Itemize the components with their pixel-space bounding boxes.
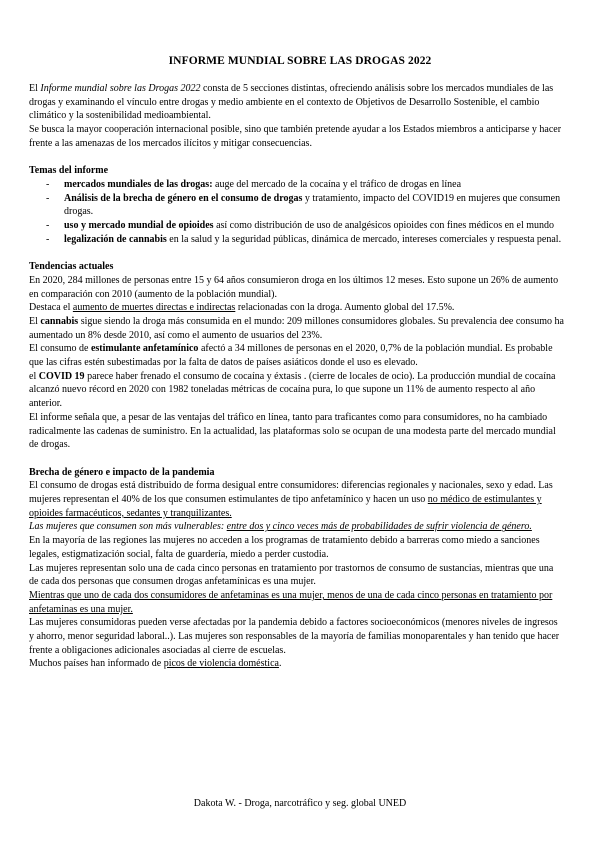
text-run: . (278, 658, 282, 670)
tendencias-paragraph-2 (29, 301, 564, 315)
underlined-text: entre dos y cinco veces más de probabilidades de sufrir violencia de género. (226, 521, 532, 533)
underlined-text: aumento de muertes directas e indirectas (72, 302, 236, 314)
bold-text: COVID 19 (38, 370, 85, 382)
text-run: Muchos países han informado de (29, 658, 164, 670)
underlined-text: picos de violencia doméstica (163, 658, 279, 670)
brecha-paragraph-2 (29, 520, 564, 534)
intro-paragraph-2: Se busca la mayor cooperación internacional posible, sino que también pretende ayudar a los Estados miembros a anticiparse y hacer frente a las amenazas de los mercados ilícitos y mitigar consecuencias. (29, 124, 562, 149)
text-run: consta de 5 secciones distintas, ofreciendo análisis sobre los mercados mundiales de las drogas y examinando el vínculo entre drogas y medio ambiente en el contexto de Objetivos de Desarrollo Sostenible, el cambio climático y la sostenibilidad medioambiental. (29, 83, 554, 122)
brecha-paragraph-1 (29, 479, 564, 520)
text-run: el (29, 370, 39, 382)
bold-text: cannabis (40, 315, 79, 327)
brecha-paragraph-7 (29, 657, 564, 671)
text-run: relacionadas con la droga. Aumento global del 17.5%. (235, 302, 455, 314)
tendencias-paragraph-4 (29, 342, 564, 369)
brecha-paragraph-3: En la mayoría de las regiones las mujeres no acceden a los programas de tratamiento debido a barreras como miedo a sanciones legales, estigmatización social, falta de guardería, miedo a perder custodia. (29, 535, 540, 560)
section-heading-temas: Temas del informe (29, 165, 109, 177)
tendencias-paragraph-6: El informe señala que, a pesar de las ventajas del tráfico en línea, tanto para traficantes como para consumidores, no ha cambiado radicalmente las cadenas de suministro. En la actualidad, las plataformas solo se ocupan de una modesta parte del mercado mundial de drogas. (29, 411, 556, 451)
text-run: parece haber frenado el consumo de cocaína y éxtasis . (cierre de locales de ocio). La producción mundial de cocaína alcanzó nuevo récord en 2020 con 1982 toneladas métricas de cocaína pura, lo que supone un 11% de aumento respecto al año anterior. (29, 370, 556, 410)
item-text: y tratamiento, impacto del COVID19 en mujeres que consumen drogas. (64, 192, 561, 218)
text-run: El (29, 315, 41, 327)
text-run: El (29, 83, 41, 94)
item-text: auge del mercado de la cocaína y el tráfico de drogas en línea (212, 178, 462, 190)
item-text: así como distribución de uso de analgésicos opioides con fines médicos en el mundo (213, 220, 555, 232)
intro-paragraph-1 (29, 82, 564, 123)
item-text: en la salud y la seguridad públicas, dinámica de mercado, intereses comerciales y respuesta penal. (166, 233, 562, 245)
brecha-paragraph-6: Las mujeres consumidoras pueden verse afectadas por la pandemia debido a factores socioeconómicos (menores niveles de ingresos y ahorro, menor seguridad laboral..). Las mujeres son responsables de la mayoría de familias monoparentales y han tenido que hacer frente a obligaciones adicionales asociadas al cierre de escuelas. (29, 617, 560, 656)
text-run: afectó a 34 millones de personas en el 2020, 0,7% de la población mundial. Es probable que las cifras estén subestimadas por la falta de datos de países asiáticos donde el uso es elevado. (29, 343, 553, 369)
bold-text: estimulante anfetamínico (90, 343, 199, 355)
list-item: - Análisis de la brecha de género en el consumo de drogas y tratamiento, impacto del COVID19 en mujeres que consumen drogas. (46, 192, 561, 218)
item-bold: legalización de cannabis (64, 233, 167, 245)
brecha-paragraph-5: Mientras que uno de cada dos consumidores de anfetaminas es una mujer, menos de una de cada cinco personas en tratamiento por anfetaminas es una mujer. (29, 589, 553, 615)
tendencias-paragraph-5 (29, 370, 564, 411)
item-bold: Análisis de la brecha de género en el consumo de drogas (64, 192, 303, 204)
section-heading-tendencias: Tendencias actuales (29, 261, 114, 273)
item-bold: uso y mercado mundial de opioides (64, 220, 214, 232)
text-run: Las mujeres que consumen son más vulnerables: (29, 521, 227, 533)
tendencias-paragraph-1: En 2020, 284 millones de personas entre 15 y 64 años consumieron droga en los últimos 12 meses. Esto supone un 26% de aumento en comparación con 2010 (aumento de la población mundial). (29, 274, 559, 300)
temas-list (29, 178, 564, 247)
page-footer: Dakota W. - Droga, narcotráfico y seg. global UNED (193, 798, 407, 809)
text-run: El consumo de (29, 343, 91, 355)
list-item: - mercados mundiales de las drogas: auge del mercado de la cocaína y el tráfico de drogas en línea (46, 178, 462, 190)
item-bold: mercados mundiales de las drogas: (64, 178, 213, 190)
text-run: Destaca el (29, 302, 73, 314)
underlined-text: no médico de estimulantes y opioides farmacéuticos, sedantes y tranquilizantes. (29, 494, 542, 519)
document-body (29, 82, 564, 671)
list-item: - legalización de cannabis en la salud y la seguridad públicas, dinámica de mercado, intereses comerciales y respuesta penal. (46, 233, 562, 245)
document-title: INFORME MUNDIAL SOBRE LAS DROGAS 2022 (168, 55, 432, 67)
section-heading-brecha: Brecha de género e impacto de la pandemia (29, 466, 215, 478)
text-run: sigue siendo la droga más consumida en el mundo: 209 millones consumidores globales. Su prevalencia dee consumo ha aumentado un 8% desde 2010, así como el aumento de usuarios del 23%. (29, 315, 564, 341)
list-item: - uso y mercado mundial de opioides así como distribución de uso de analgésicos opioides con fines médicos en el mundo (46, 220, 555, 232)
report-title-italic: Informe mundial sobre las Drogas 2022 (40, 83, 201, 94)
text-run: El consumo de drogas está distribuido de forma desigual entre consumidores: diferencias regionales y nacionales, sexo y edad. Las mujeres representan el 40% de los que consumen estimulantes de tipo anfetamínico y hacen un uso (29, 480, 553, 506)
brecha-paragraph-4: Las mujeres representan solo una de cada cinco personas en tratamiento por trastornos de consumo de sustancias, mientras que una de cada dos personas que consumen drogas anfetamínicas es una mujer. (29, 562, 554, 588)
tendencias-paragraph-3 (29, 315, 564, 342)
